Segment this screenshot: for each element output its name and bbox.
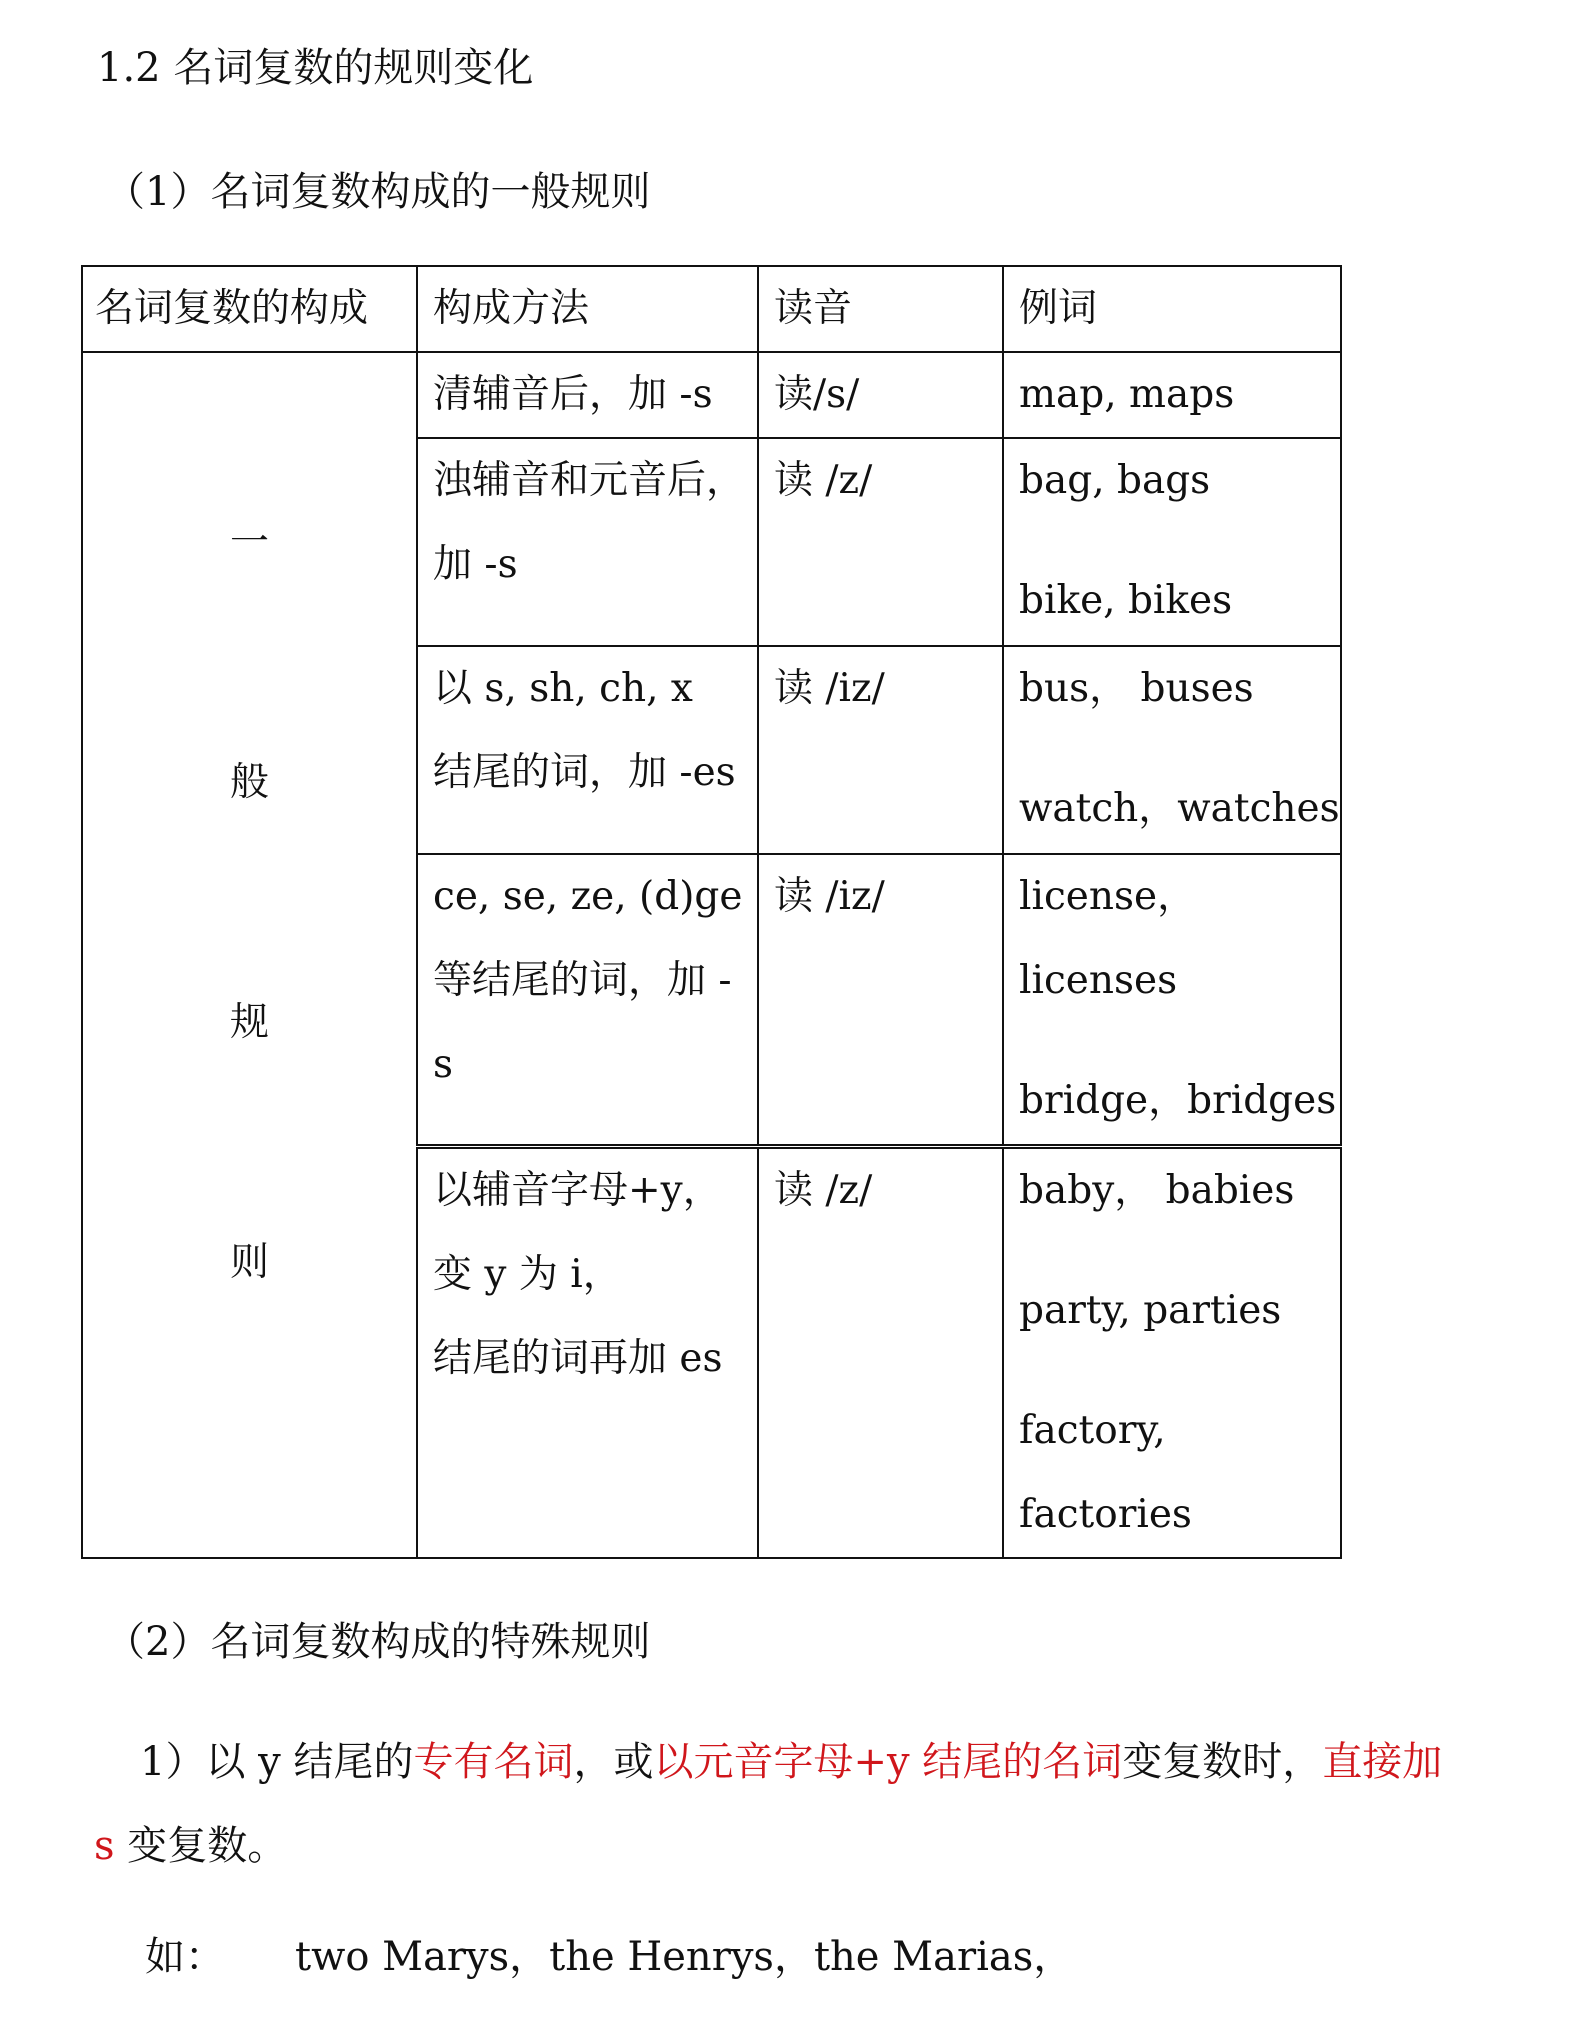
example-word: licenses <box>1019 958 1178 1003</box>
method-cell: 以辅音字母+y，变 y 为 i，结尾的词再加 es <box>417 1146 758 1558</box>
rule-highlight: 以元音字母+y 结尾的名词 <box>653 1739 1123 1785</box>
example-word: watch，watches <box>1019 786 1340 831</box>
example-label: 如： <box>145 1934 225 1980</box>
rule-1-paragraph-continued <box>94 1804 287 1888</box>
example-word: baby， babies <box>1019 1167 1295 1213</box>
example-word: bag, bags <box>1019 458 1211 503</box>
example-cell <box>1003 352 1341 438</box>
group-label-char: 规 <box>229 1000 269 1045</box>
example-line <box>145 1925 1073 1982</box>
example-word: factories <box>1019 1491 1192 1537</box>
rule-text: ，或 <box>573 1739 654 1785</box>
sound-cell: 读/s/ <box>758 352 1003 438</box>
sound-cell: 读 /z/ <box>758 438 1003 646</box>
table-header-row <box>82 266 1341 352</box>
header-cell: 读音 <box>758 266 1003 352</box>
method-cell: ce, se, ze, (d)ge 等结尾的词，加 -s <box>417 854 758 1146</box>
example-word: party, parties <box>1019 1287 1282 1333</box>
example-word: factory, <box>1019 1407 1166 1453</box>
example-word: license， <box>1019 874 1197 919</box>
group-label-char: 则 <box>229 1240 269 1285</box>
method-cell: 清辅音后，加 -s <box>417 352 758 438</box>
example-cell <box>1003 1146 1341 1558</box>
rule-1-paragraph <box>140 1720 1442 1804</box>
example-cell <box>1003 438 1341 646</box>
rule-highlight: 直接加 <box>1322 1739 1443 1785</box>
table-row <box>82 352 1341 438</box>
example-word: bike, bikes <box>1019 578 1233 623</box>
group-label-char: 般 <box>229 760 269 805</box>
method-cell: 浊辅音和元音后，加 -s <box>417 438 758 646</box>
sound-cell: 读 /iz/ <box>758 854 1003 1146</box>
example-word: bridge，bridges <box>1019 1078 1337 1123</box>
rule-highlight: s <box>94 1823 115 1869</box>
example-word: map, maps <box>1019 372 1235 417</box>
rule-text: 1）以 y 结尾的 <box>140 1739 414 1785</box>
rule-text: 变复数。 <box>114 1823 288 1869</box>
section-title: 1.2 名词复数的规则变化 <box>97 45 534 91</box>
example-cell <box>1003 646 1341 854</box>
example-cell <box>1003 854 1341 1146</box>
sound-cell: 读 /iz/ <box>758 646 1003 854</box>
header-cell: 例词 <box>1003 266 1341 352</box>
group-label-cell <box>82 352 417 1558</box>
plural-rules-table <box>81 265 1342 1559</box>
example-text: two Marys，the Henrys，the Marias， <box>295 1934 1074 1980</box>
rule-text: 变复数时， <box>1122 1739 1323 1785</box>
header-cell: 构成方法 <box>417 266 758 352</box>
example-word: bus， buses <box>1019 666 1254 711</box>
group-label-char: 一 <box>229 520 269 565</box>
sound-cell: 读 /z/ <box>758 1146 1003 1558</box>
subsection-title-general-rules: （1）名词复数构成的一般规则 <box>105 169 651 215</box>
rule-highlight: 专有名词 <box>413 1739 574 1785</box>
subsection-title-special-rules: （2）名词复数构成的特殊规则 <box>105 1619 651 1665</box>
header-cell: 名词复数的构成 <box>82 266 417 352</box>
method-cell: 以 s, sh, ch, x 结尾的词，加 -es <box>417 646 758 854</box>
